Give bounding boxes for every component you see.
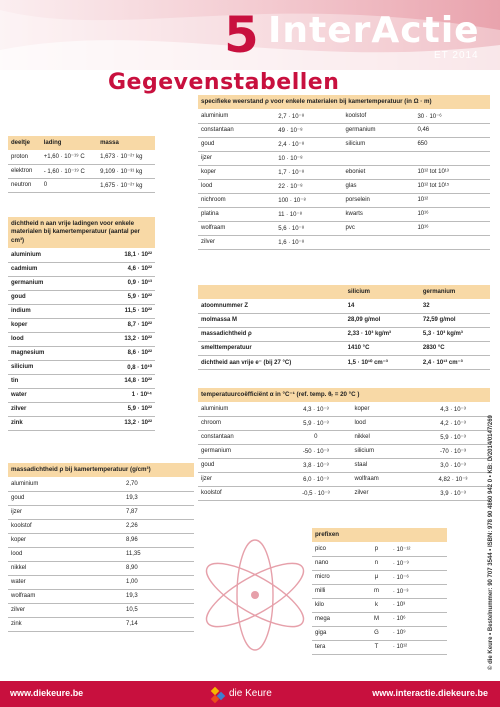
cell: 1,7 · 10⁻⁸ bbox=[275, 165, 342, 179]
cell: M bbox=[363, 612, 390, 626]
cell: · 10⁹ bbox=[390, 626, 447, 640]
cell: 2,26 bbox=[123, 519, 194, 533]
cell: 0 bbox=[280, 430, 351, 444]
table-row bbox=[312, 542, 447, 556]
table-row bbox=[8, 603, 194, 617]
table-row bbox=[198, 235, 490, 249]
cell: -70 · 10⁻³ bbox=[416, 444, 490, 458]
cell: tera bbox=[312, 640, 363, 654]
table-row bbox=[8, 491, 194, 505]
cell: wolfraam bbox=[351, 472, 415, 486]
cell: 49 · 10⁻⁸ bbox=[275, 123, 342, 137]
cell: goud bbox=[198, 458, 280, 472]
footer-link-right[interactable]: www.interactie.diekeure.be bbox=[372, 688, 488, 698]
cell: 2830 °C bbox=[420, 341, 490, 355]
cell: constantaan bbox=[198, 430, 280, 444]
table-row bbox=[198, 165, 490, 179]
cell: neutron bbox=[8, 178, 41, 192]
cell: · 10³ bbox=[390, 598, 447, 612]
cell: 0 bbox=[41, 178, 97, 192]
cell: 32 bbox=[420, 299, 490, 313]
cell: ijzer bbox=[8, 505, 123, 519]
col-header: silicium bbox=[345, 285, 420, 299]
table-row bbox=[198, 193, 490, 207]
table-row bbox=[8, 519, 194, 533]
cell: 18,1 · 10²² bbox=[87, 248, 155, 262]
cell: staal bbox=[351, 458, 415, 472]
cell: 1,00 bbox=[123, 575, 194, 589]
table-row bbox=[198, 472, 490, 486]
table-row bbox=[312, 584, 447, 598]
table-row bbox=[8, 304, 155, 318]
table-row bbox=[198, 137, 490, 151]
cell: cadmium bbox=[8, 262, 87, 276]
cell: smelttemperatuur bbox=[198, 341, 345, 355]
cell: p bbox=[363, 542, 390, 556]
table-row bbox=[8, 416, 155, 430]
cell: aluminium bbox=[8, 248, 87, 262]
cell: lood bbox=[8, 547, 123, 561]
table-row bbox=[8, 276, 155, 290]
table-row bbox=[198, 221, 490, 235]
cell: 22 · 10⁻⁸ bbox=[275, 179, 342, 193]
cell: dichtheid aan vrije e⁻ (bij 27 °C) bbox=[198, 355, 345, 369]
cell: 4,3 · 10⁻³ bbox=[416, 402, 490, 416]
cell: silicium bbox=[8, 360, 87, 374]
table-row bbox=[198, 341, 490, 355]
table-row bbox=[198, 123, 490, 137]
cell: koper bbox=[8, 533, 123, 547]
cell: 10 · 10⁻⁸ bbox=[275, 151, 342, 165]
cell: 72,59 g/mol bbox=[420, 313, 490, 327]
cell: 100 · 10⁻⁸ bbox=[275, 193, 342, 207]
table-row bbox=[198, 327, 490, 341]
table-row bbox=[198, 458, 490, 472]
cell: n bbox=[363, 556, 390, 570]
table-row bbox=[8, 290, 155, 304]
cell: +1,60 · 10⁻¹⁹ C bbox=[41, 150, 97, 164]
cell: koolstof bbox=[343, 109, 415, 123]
table-row bbox=[198, 430, 490, 444]
page-title: Gegevenstabellen bbox=[108, 70, 340, 95]
table-row bbox=[8, 360, 155, 374]
cell: 8,90 bbox=[123, 561, 194, 575]
cell: · 10⁻³ bbox=[390, 584, 447, 598]
cell: 13,2 · 10²² bbox=[87, 332, 155, 346]
cell: milli bbox=[312, 584, 363, 598]
table-title: temperatuurcoëfficiënt α in °C⁻¹ (ref. temp. θᵣ = 20 °C ) bbox=[198, 388, 490, 402]
cell: 6,0 · 10⁻³ bbox=[280, 472, 351, 486]
cell: tin bbox=[8, 374, 87, 388]
cell: eboniet bbox=[343, 165, 415, 179]
cell: 30 · 10⁻⁶ bbox=[414, 109, 490, 123]
cell: elektron bbox=[8, 164, 41, 178]
cell: mega bbox=[312, 612, 363, 626]
cell: 2,33 · 10³ kg/m³ bbox=[345, 327, 420, 341]
table-row bbox=[198, 179, 490, 193]
table-row bbox=[198, 299, 490, 313]
cell: μ bbox=[363, 570, 390, 584]
cell: 5,9 · 10⁻³ bbox=[280, 416, 351, 430]
cell: 2,70 bbox=[123, 477, 194, 491]
cell: lood bbox=[351, 416, 415, 430]
cell: 1 · 10¹⁴ bbox=[87, 388, 155, 402]
cell: 1,5 · 10¹⁰ cm⁻³ bbox=[345, 355, 420, 369]
table-row bbox=[312, 598, 447, 612]
resistivity-table bbox=[198, 95, 490, 250]
table-row bbox=[198, 151, 490, 165]
cell: 5,9 · 10²² bbox=[87, 290, 155, 304]
cell bbox=[343, 235, 415, 249]
cell: m bbox=[363, 584, 390, 598]
charge-density-table bbox=[8, 217, 155, 431]
cell: zilver bbox=[198, 235, 275, 249]
table-row bbox=[198, 416, 490, 430]
table-row bbox=[312, 556, 447, 570]
cell bbox=[414, 235, 490, 249]
table-row bbox=[8, 589, 194, 603]
cell: koper bbox=[8, 318, 87, 332]
atom-icon bbox=[200, 530, 310, 660]
imprint-text: © die Keure • Bestelnummer: 90 707 3544 • ISBN: 978 90 4860 942 0 • KB: D/2014/0147/269 bbox=[488, 415, 494, 670]
cell: platina bbox=[198, 207, 275, 221]
cell: ijzer bbox=[198, 151, 275, 165]
table-row bbox=[312, 626, 447, 640]
cell: nikkel bbox=[351, 430, 415, 444]
cell: 1,675 · 10⁻²⁷ kg bbox=[97, 178, 155, 192]
cell: zink bbox=[8, 416, 87, 430]
cell: -50 · 10⁻³ bbox=[280, 444, 351, 458]
cell: 19,3 bbox=[123, 589, 194, 603]
cell: nikkel bbox=[8, 561, 123, 575]
cell: 1,673 · 10⁻²⁷ kg bbox=[97, 150, 155, 164]
cell: 28,09 g/mol bbox=[345, 313, 420, 327]
cell: 0,8 · 10¹⁰ bbox=[87, 360, 155, 374]
table-title: dichtheid n aan vrije ladingen voor enkele materialen bij kamertemperatuur (aantal per cm³) bbox=[8, 217, 155, 248]
cell: molmassa M bbox=[198, 313, 345, 327]
cell: wolfraam bbox=[8, 589, 123, 603]
cell: germanium bbox=[8, 276, 87, 290]
cell: 7,87 bbox=[123, 505, 194, 519]
cell: -0,5 · 10⁻³ bbox=[280, 486, 351, 500]
cell: G bbox=[363, 626, 390, 640]
cell: 10¹² tot 10¹⁵ bbox=[414, 179, 490, 193]
table-row bbox=[8, 477, 194, 491]
table-row bbox=[8, 547, 194, 561]
cell: 5,3 · 10³ kg/m³ bbox=[420, 327, 490, 341]
brand-title: InterActie bbox=[268, 10, 480, 51]
cell: koper bbox=[351, 402, 415, 416]
cell: 0,9 · 10¹³ bbox=[87, 276, 155, 290]
cell: kwarts bbox=[343, 207, 415, 221]
footer-link-left[interactable]: www.diekeure.be bbox=[10, 688, 84, 698]
table-row bbox=[8, 178, 155, 192]
cell: goud bbox=[198, 137, 275, 151]
cell: 8,6 · 10²² bbox=[87, 346, 155, 360]
cell: · 10¹² bbox=[390, 640, 447, 654]
cell: 3,8 · 10⁻³ bbox=[280, 458, 351, 472]
table-row bbox=[198, 207, 490, 221]
cell: aluminium bbox=[198, 402, 280, 416]
cell: - 1,60 · 10⁻¹⁹ C bbox=[41, 164, 97, 178]
cell: 10¹² tot 10¹³ bbox=[414, 165, 490, 179]
cell: 3,0 · 10⁻³ bbox=[416, 458, 490, 472]
cell: lood bbox=[8, 332, 87, 346]
cell: 3,9 · 10⁻³ bbox=[416, 486, 490, 500]
cell: proton bbox=[8, 150, 41, 164]
cell: kilo bbox=[312, 598, 363, 612]
table-title: massadichtheid ρ bij kamertemperatuur (g/cm³) bbox=[8, 463, 194, 477]
cell: wolfraam bbox=[198, 221, 275, 235]
cell: germanium bbox=[343, 123, 415, 137]
cell: zilver bbox=[351, 486, 415, 500]
cell: koolstof bbox=[8, 519, 123, 533]
table-title: specifieke weerstand ρ voor enkele materialen bij kamertemperatuur (in Ω · m) bbox=[198, 95, 490, 109]
cell: 4,82 · 10⁻³ bbox=[416, 472, 490, 486]
cell: zilver bbox=[8, 603, 123, 617]
cell: silicium bbox=[351, 444, 415, 458]
table-row bbox=[8, 318, 155, 332]
cell: pico bbox=[312, 542, 363, 556]
semiconductor-table bbox=[198, 285, 490, 370]
cell: 13,2 · 10²² bbox=[87, 416, 155, 430]
cell: indium bbox=[8, 304, 87, 318]
cell: chroom bbox=[198, 416, 280, 430]
table-row bbox=[198, 402, 490, 416]
cell: zilver bbox=[8, 402, 87, 416]
table-row bbox=[8, 262, 155, 276]
table-title: prefixen bbox=[312, 528, 447, 542]
temp-coeff-table bbox=[198, 388, 490, 501]
cell: 1410 °C bbox=[345, 341, 420, 355]
cell: silicium bbox=[343, 137, 415, 151]
cell: koolstof bbox=[198, 486, 280, 500]
cell: 2,7 · 10⁻⁸ bbox=[275, 109, 342, 123]
cell: water bbox=[8, 575, 123, 589]
table-row bbox=[312, 570, 447, 584]
col-header bbox=[198, 285, 345, 299]
cell: 4,3 · 10⁻³ bbox=[280, 402, 351, 416]
table-row bbox=[8, 402, 155, 416]
table-row bbox=[198, 355, 490, 369]
cell: 8,7 · 10²² bbox=[87, 318, 155, 332]
cell: nano bbox=[312, 556, 363, 570]
col-header: deeltje bbox=[8, 136, 41, 150]
table-row bbox=[8, 388, 155, 402]
cell: ijzer bbox=[198, 472, 280, 486]
brand-edition: ET 2014 bbox=[434, 50, 479, 61]
cell: 8,96 bbox=[123, 533, 194, 547]
cell: 10,5 bbox=[123, 603, 194, 617]
cell: nichroom bbox=[198, 193, 275, 207]
footer-logo-text: die Keure bbox=[229, 688, 272, 699]
cell bbox=[343, 151, 415, 165]
cell: water bbox=[8, 388, 87, 402]
cell: 11,35 bbox=[123, 547, 194, 561]
table-row bbox=[312, 640, 447, 654]
cell: 9,109 · 10⁻³¹ kg bbox=[97, 164, 155, 178]
table-row bbox=[8, 164, 155, 178]
table-row bbox=[8, 248, 155, 262]
col-header: germanium bbox=[420, 285, 490, 299]
cell: aluminium bbox=[8, 477, 123, 491]
cell: glas bbox=[343, 179, 415, 193]
cell: 650 bbox=[414, 137, 490, 151]
col-header: lading bbox=[41, 136, 97, 150]
cell: 4,2 · 10⁻³ bbox=[416, 416, 490, 430]
table-row bbox=[198, 444, 490, 458]
cell: koper bbox=[198, 165, 275, 179]
table-row bbox=[8, 561, 194, 575]
cell: 7,14 bbox=[123, 617, 194, 631]
cell: lood bbox=[198, 179, 275, 193]
cell: 2,4 · 10⁻⁸ bbox=[275, 137, 342, 151]
table-row bbox=[8, 533, 194, 547]
cell: magnesium bbox=[8, 346, 87, 360]
table-row bbox=[198, 313, 490, 327]
table-row bbox=[8, 575, 194, 589]
cell: porselein bbox=[343, 193, 415, 207]
cell: pvc bbox=[343, 221, 415, 235]
cell: · 10⁻⁶ bbox=[390, 570, 447, 584]
col-header: massa bbox=[97, 136, 155, 150]
cell: 1,6 · 10⁻⁸ bbox=[275, 235, 342, 249]
table-row bbox=[198, 486, 490, 500]
cell: k bbox=[363, 598, 390, 612]
cell: 19,3 bbox=[123, 491, 194, 505]
cell: · 10⁻⁹ bbox=[390, 556, 447, 570]
cell: · 10⁶ bbox=[390, 612, 447, 626]
cell: atoomnummer Z bbox=[198, 299, 345, 313]
cell bbox=[414, 151, 490, 165]
cell: giga bbox=[312, 626, 363, 640]
particles-table bbox=[8, 136, 155, 193]
cell: 11 · 10⁻⁸ bbox=[275, 207, 342, 221]
cell: 5,9 · 10²² bbox=[87, 402, 155, 416]
cell: germanium bbox=[198, 444, 280, 458]
cell: 4,6 · 10²² bbox=[87, 262, 155, 276]
cell: constantaan bbox=[198, 123, 275, 137]
table-row bbox=[8, 346, 155, 360]
cell: micro bbox=[312, 570, 363, 584]
cell: 0,46 bbox=[414, 123, 490, 137]
cell: 14,8 · 10²² bbox=[87, 374, 155, 388]
cell: 5,9 · 10⁻³ bbox=[416, 430, 490, 444]
cell: massadichtheid ρ bbox=[198, 327, 345, 341]
cell: · 10⁻¹² bbox=[390, 542, 447, 556]
cell: 10¹⁶ bbox=[414, 207, 490, 221]
table-row bbox=[198, 109, 490, 123]
cell: 2,4 · 10¹³ cm⁻³ bbox=[420, 355, 490, 369]
cell: 11,5 · 10²² bbox=[87, 304, 155, 318]
table-row bbox=[8, 332, 155, 346]
table-row bbox=[8, 617, 194, 631]
cell: 10¹⁶ bbox=[414, 221, 490, 235]
cell: zink bbox=[8, 617, 123, 631]
cell: goud bbox=[8, 290, 87, 304]
cell: aluminium bbox=[198, 109, 275, 123]
table-row bbox=[8, 374, 155, 388]
table-row bbox=[312, 612, 447, 626]
cell: goud bbox=[8, 491, 123, 505]
mass-density-table bbox=[8, 463, 194, 632]
table-row bbox=[8, 505, 194, 519]
cell: T bbox=[363, 640, 390, 654]
cell: 10¹² bbox=[414, 193, 490, 207]
chapter-number: 5 bbox=[224, 6, 259, 64]
prefix-table bbox=[312, 528, 447, 655]
cell: 5,6 · 10⁻⁸ bbox=[275, 221, 342, 235]
table-row bbox=[8, 150, 155, 164]
cell: 14 bbox=[345, 299, 420, 313]
